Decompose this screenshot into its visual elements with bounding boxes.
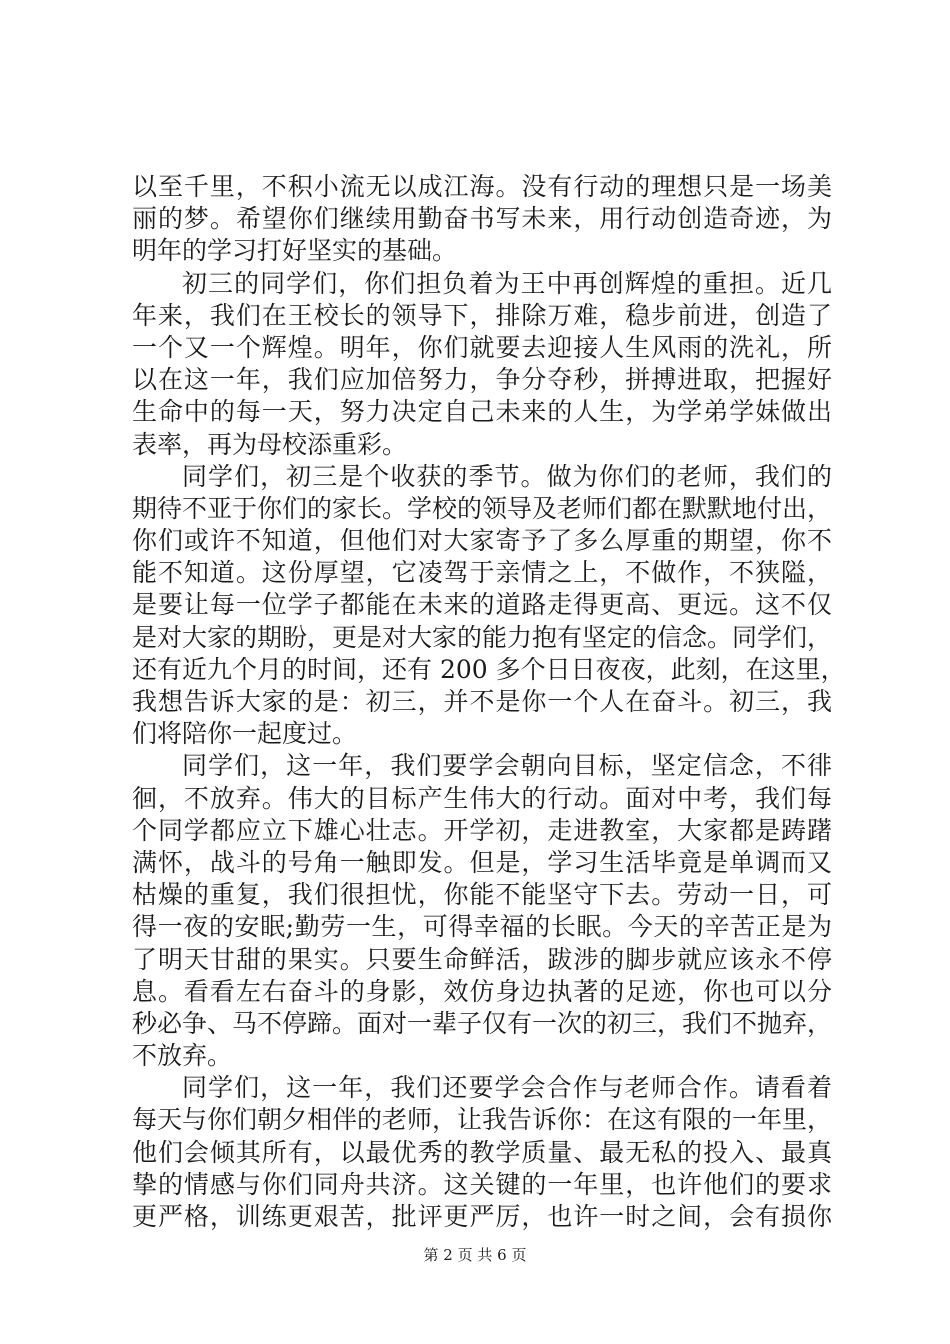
page-footer (0, 1244, 950, 1265)
text-line: 你们或许不知道，但他们对大家寄予了多么厚重的期望，你不 (132, 526, 832, 556)
text-line: 以至千里，不积小流无以成江海。没有行动的理想只是一场美 (132, 172, 832, 201)
text-line: 每天与你们朝夕相伴的老师，让我告诉你：在这有限的一年里， (132, 1105, 833, 1135)
text-line: 是对大家的期盼，更是对大家的能力抱有坚定的信念。同学们， (132, 622, 833, 652)
text-line: 同学们，初三是个收获的季节。做为你们的老师，我们的 (182, 461, 832, 491)
text-line: 得一夜的安眠;勤劳一生，可得幸福的长眠。今天的辛苦正是为 (132, 912, 832, 942)
text-line: 能不知道。这份厚望，它凌驾于亲情之上，不做作，不狭隘， (132, 558, 832, 588)
text-line: 初三的同学们，你们担负着为王中再创辉煌的重担。近几 (182, 268, 832, 298)
body-text (132, 171, 846, 1233)
page-number: 第 2 页 共 6 页 (423, 1246, 527, 1264)
text-line: 秒必争、马不停蹄。面对一辈子仅有一次的初三，我们不抛弃， (132, 1008, 833, 1038)
text-line: 们将陪你一起度过。 (132, 719, 358, 749)
text-line: 还有近九个月的时间，还有 200 多个日日夜夜，此刻，在这里， (132, 654, 846, 684)
text-line: 明年的学习打好坚实的基础。 (132, 236, 458, 266)
text-line: 一个又一个辉煌。明年，你们就要去迎接人生风雨的洗礼，所 (132, 332, 832, 362)
text-line: 同学们，这一年，我们还要学会合作与老师合作。请看着 (182, 1073, 832, 1103)
text-line: 表率，再为母校添重彩。 (132, 429, 408, 459)
text-line: 挚的情感与你们同舟共济。这关键的一年里，也许他们的要求 (132, 1169, 832, 1199)
text-line: 是要让每一位学子都能在未来的道路走得更高、更远。这不仅 (132, 590, 832, 620)
text-line: 徊，不放弃。伟大的目标产生伟大的行动。面对中考，我们每 (132, 783, 832, 813)
text-line: 同学们，这一年，我们要学会朝向目标，坚定信念，不徘 (182, 751, 832, 781)
text-line: 我想告诉大家的是：初三，并不是你一个人在奋斗。初三，我 (132, 687, 832, 716)
text-line: 年来，我们在王校长的领导下，排除万难，稳步前进，创造了 (132, 300, 832, 330)
text-line: 枯燥的重复，我们很担忧，你能不能坚守下去。劳动一日，可 (132, 880, 832, 910)
text-line: 丽的梦。希望你们继续用勤奋书写未来，用行动创造奇迹，为 (132, 204, 832, 234)
text-line: 生命中的每一天，努力决定自己未来的人生，为学弟学妹做出 (132, 397, 832, 427)
text-line: 了明天甘甜的果实。只要生命鲜活，跋涉的脚步就应该永不停 (132, 944, 832, 974)
text-line: 息。看看左右奋斗的身影，效仿身边执著的足迹，你也可以分 (132, 976, 832, 1006)
text-line: 期待不亚于你们的家长。学校的领导及老师们都在默默地付出， (132, 493, 833, 523)
text-line: 满怀，战斗的号角一触即发。但是，学习生活毕竟是单调而又 (132, 847, 832, 877)
text-line: 以在这一年，我们应加倍努力，争分夺秒，拼搏进取，把握好 (132, 365, 832, 395)
text-line: 个同学都应立下雄心壮志。开学初，走进教室，大家都是踌躇 (132, 815, 832, 845)
text-line: 他们会倾其所有，以最优秀的教学质量、最无私的投入、最真 (132, 1137, 832, 1167)
text-line: 不放弃。 (132, 1041, 233, 1071)
text-line: 更严格，训练更艰苦，批评更严厉，也许一时之间，会有损你 (132, 1202, 832, 1231)
